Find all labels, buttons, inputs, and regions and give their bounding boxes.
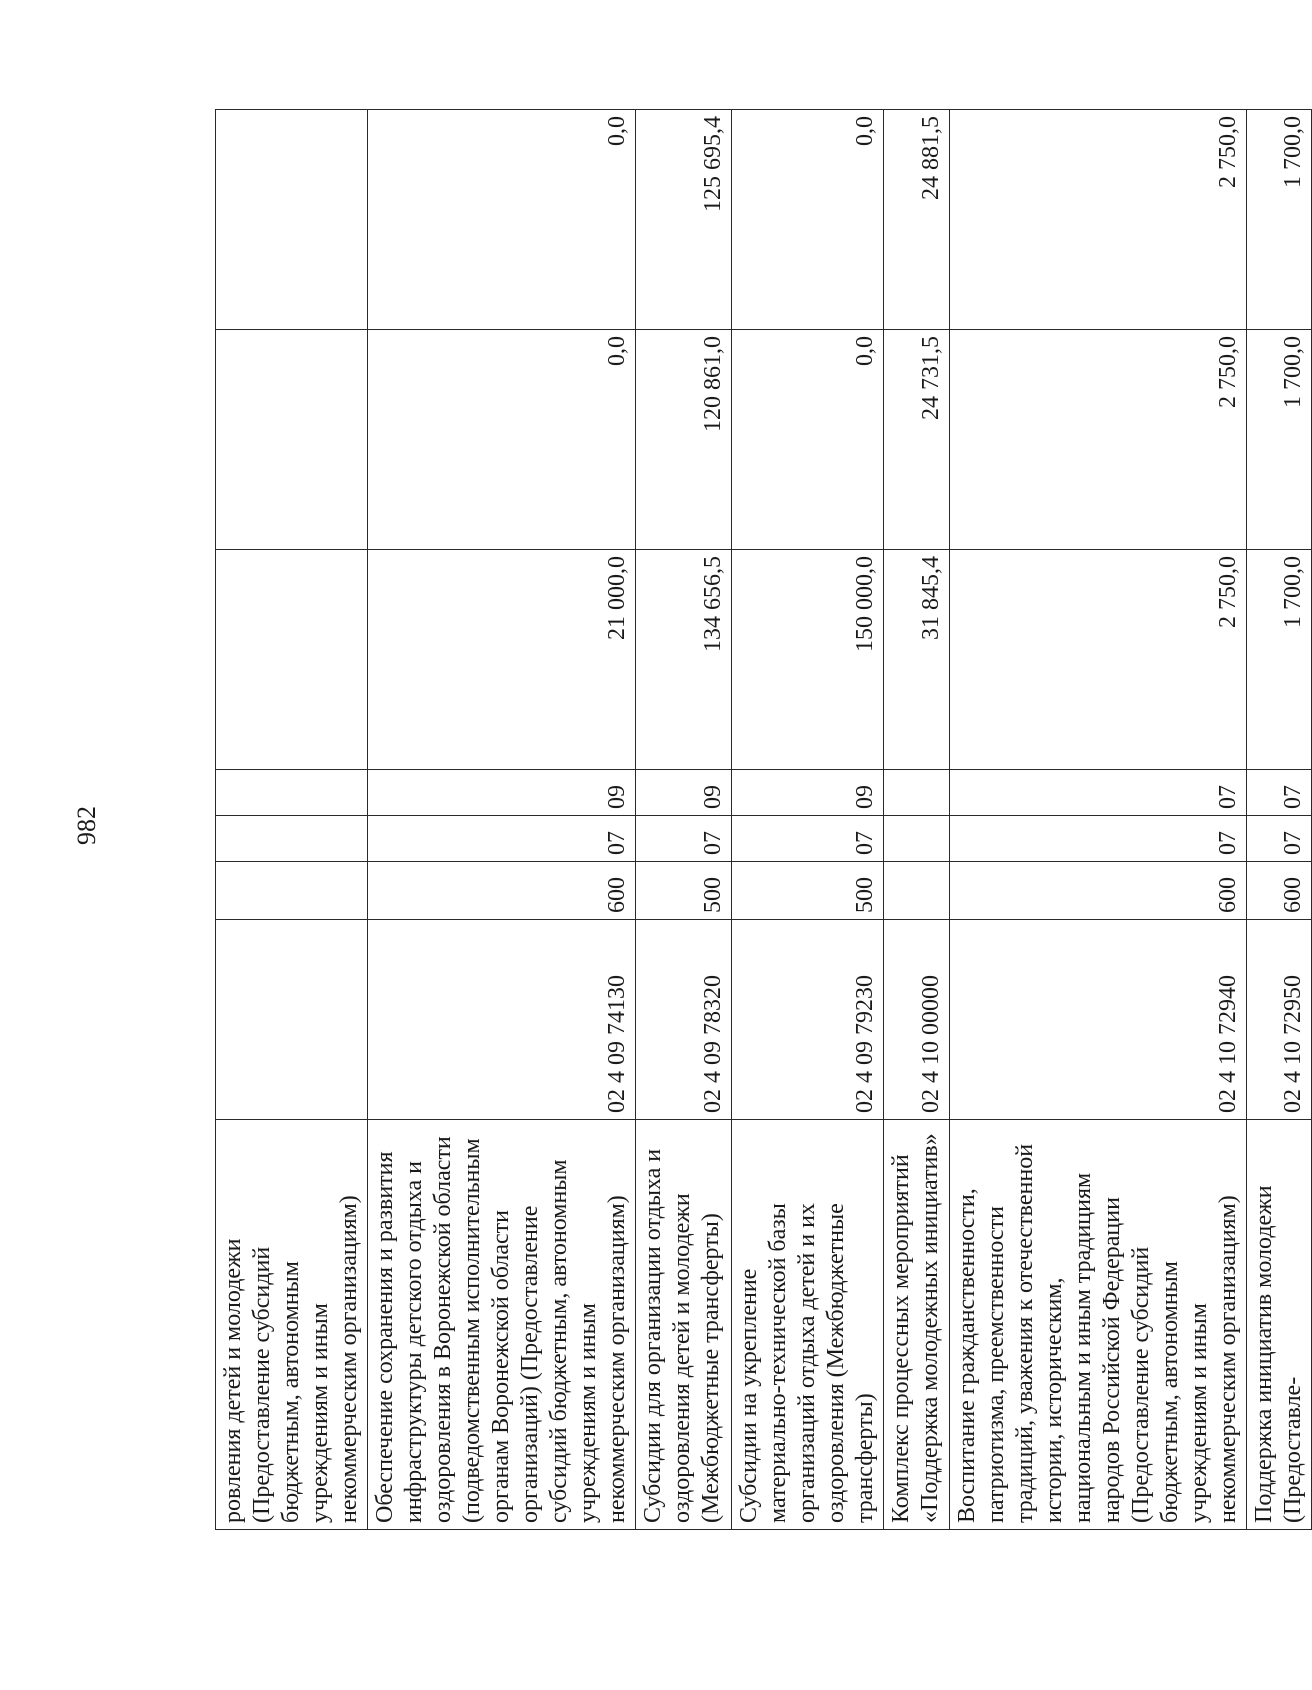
table-row — [636, 110, 732, 1530]
page-number: 982 — [72, 806, 101, 845]
budget-table — [215, 110, 1306, 1530]
table-row — [950, 110, 1247, 1530]
row-sum-year1: 150 000,0 — [732, 550, 884, 770]
row-sum-year3: 125 695,4 — [636, 110, 732, 330]
row-section — [216, 816, 368, 862]
row-description: Комплекс процессных мероприятий «Поддержка молодежных инициатив» — [884, 1120, 950, 1530]
row-expense-type: 600 — [368, 862, 636, 920]
row-target-code: 02 4 10 00000 — [884, 920, 950, 1120]
budget-table-grid — [215, 109, 1312, 1530]
table-row — [732, 110, 884, 1530]
row-sum-year2: 120 861,0 — [636, 330, 732, 550]
row-sum-year2: 0,0 — [732, 330, 884, 550]
table-row — [368, 110, 636, 1530]
row-description: ровления детей и молодежи (Предоставление субсидий бюджетным, автономным учреждениям и иным некоммерческим организациям) — [216, 1120, 368, 1530]
row-sum-year1 — [216, 550, 368, 770]
row-sum-year2: 1 700,0 — [1247, 330, 1312, 550]
row-sum-year3: 0,0 — [732, 110, 884, 330]
row-sum-year3: 0,0 — [368, 110, 636, 330]
row-section — [884, 816, 950, 862]
row-target-code: 02 4 10 72950 — [1247, 920, 1312, 1120]
table-row — [1247, 110, 1312, 1530]
row-subsection: 09 — [368, 770, 636, 816]
row-sum-year2: 0,0 — [368, 330, 636, 550]
row-target-code: 02 4 09 74130 — [368, 920, 636, 1120]
row-subsection: 07 — [950, 770, 1247, 816]
row-sum-year1: 21 000,0 — [368, 550, 636, 770]
table-row — [884, 110, 950, 1530]
row-sum-year3: 24 881,5 — [884, 110, 950, 330]
table-row — [216, 110, 368, 1530]
row-target-code — [216, 920, 368, 1120]
row-sum-year2 — [216, 330, 368, 550]
row-expense-type: 600 — [1247, 862, 1312, 920]
row-subsection: 07 — [1247, 770, 1312, 816]
row-sum-year1: 2 750,0 — [950, 550, 1247, 770]
row-expense-type — [884, 862, 950, 920]
row-description: Поддержка инициатив молодежи (Предоставле- — [1247, 1120, 1312, 1530]
row-target-code: 02 4 09 78320 — [636, 920, 732, 1120]
row-section: 07 — [732, 816, 884, 862]
row-subsection — [216, 770, 368, 816]
row-description: Субсидии для организации отдыха и оздоровления детей и молодежи (Межбюджетные трансферты) — [636, 1120, 732, 1530]
row-description: Воспитание гражданственности, патриотизма, преемственности традиций, уважения к отечественной истории, историческим, национальным и иным традициям народов Российской Федерации (Предоставление субсидий бюджетным, автономным учреждениям и иным некоммерческим организациям) — [950, 1120, 1247, 1530]
row-expense-type — [216, 862, 368, 920]
row-description: Обеспечение сохранения и развития инфраструктуры детского отдыха и оздоровления в Воронежской области (подведомственным исполнительным органам Воронежской области организаций) (Предоставление субсидий бюджетным, автономным учреждениям и иным некоммерческим организациям) — [368, 1120, 636, 1530]
row-sum-year3 — [216, 110, 368, 330]
row-sum-year1: 1 700,0 — [1247, 550, 1312, 770]
row-sum-year2: 2 750,0 — [950, 330, 1247, 550]
row-sum-year3: 2 750,0 — [950, 110, 1247, 330]
row-subsection — [884, 770, 950, 816]
row-description: Субсидии на укрепление материально-технической базы организаций отдыха детей и их оздоровления (Межбюджетные трансферты) — [732, 1120, 884, 1530]
row-sum-year1: 134 656,5 — [636, 550, 732, 770]
row-section: 07 — [368, 816, 636, 862]
row-sum-year1: 31 845,4 — [884, 550, 950, 770]
row-sum-year3: 1 700,0 — [1247, 110, 1312, 330]
row-expense-type: 500 — [636, 862, 732, 920]
row-target-code: 02 4 09 79230 — [732, 920, 884, 1120]
row-section: 07 — [636, 816, 732, 862]
row-sum-year2: 24 731,5 — [884, 330, 950, 550]
row-subsection: 09 — [732, 770, 884, 816]
row-expense-type: 600 — [950, 862, 1247, 920]
row-target-code: 02 4 10 72940 — [950, 920, 1247, 1120]
row-expense-type: 500 — [732, 862, 884, 920]
row-section: 07 — [1247, 816, 1312, 862]
row-subsection: 09 — [636, 770, 732, 816]
row-section: 07 — [950, 816, 1247, 862]
